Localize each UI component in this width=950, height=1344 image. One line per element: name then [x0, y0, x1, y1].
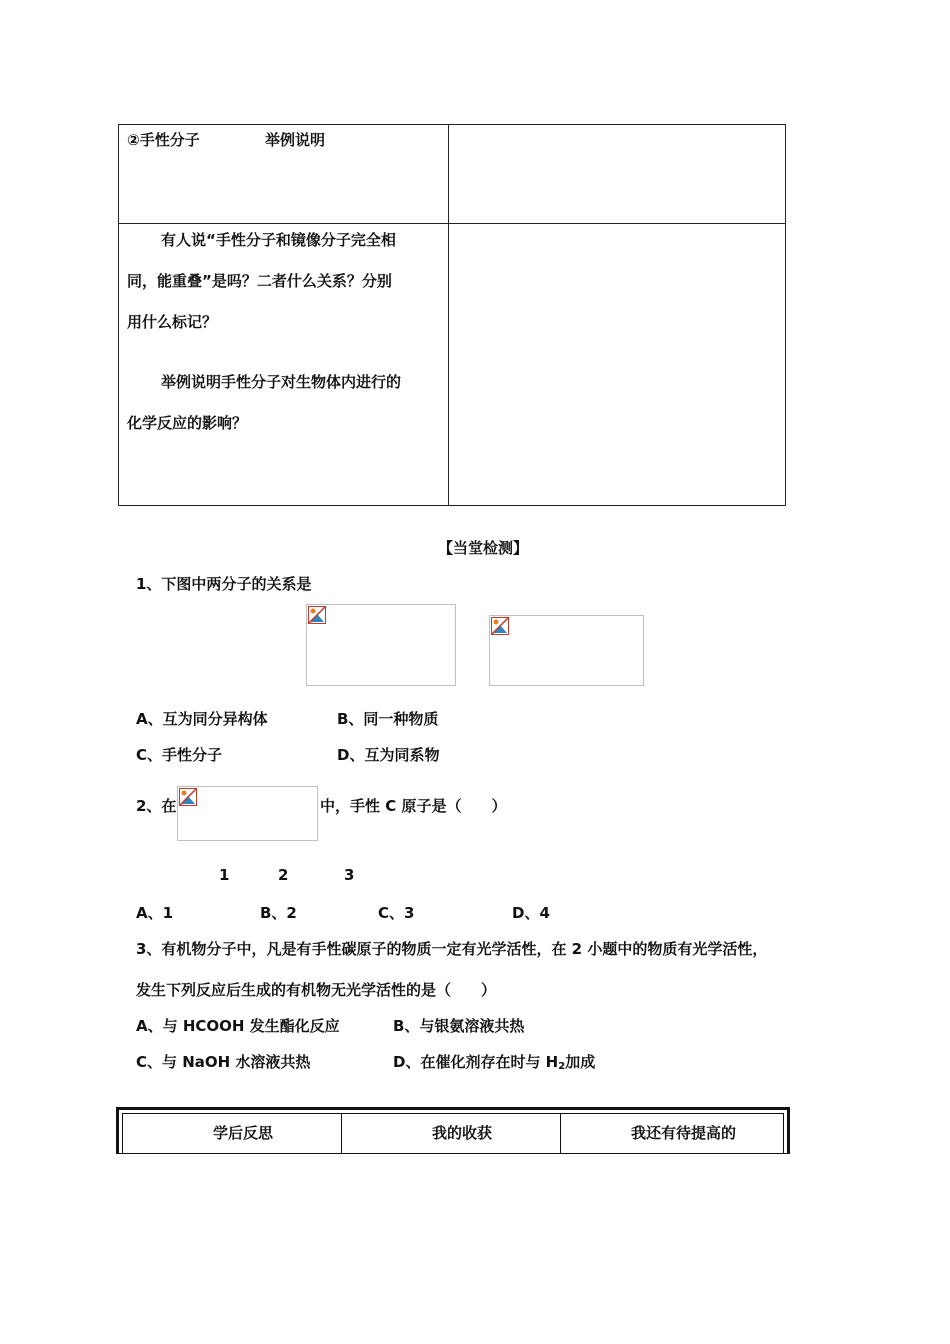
q3-option-a: A、与 HCOOH 发生酯化反应: [136, 1017, 340, 1035]
q2-stem-post: 中，手性 C 原子是（ ）: [320, 797, 507, 815]
q3-option-b: B、与银氨溶液共热: [393, 1017, 525, 1035]
q1-option-c: C、手性分子: [136, 746, 223, 764]
reflection-table-inner: [122, 1113, 784, 1153]
row2-line: 同，能重叠”是吗？二者什么关系？分别: [127, 272, 392, 290]
q3-stem-line2: 发生下列反应后生成的有机物无光学活性的是（ ）: [136, 981, 497, 999]
q1-option-a: A、互为同分异构体: [136, 710, 268, 728]
table-column-divider: [783, 1114, 784, 1153]
table-column-divider: [560, 1114, 561, 1153]
row2-line: 有人说“手性分子和镜像分子完全相: [161, 231, 396, 249]
molecule-image-1: [306, 604, 456, 686]
q2-option-a: A、1: [136, 904, 174, 922]
row2-line: 举例说明手性分子对生物体内进行的: [161, 373, 402, 391]
q2-carbon-label-2: 2: [278, 866, 289, 884]
reflection-col-1: 学后反思: [213, 1124, 274, 1142]
table-column-divider: [341, 1114, 342, 1153]
q2-carbon-label-1: 1: [219, 866, 230, 884]
q2-option-c: C、3: [378, 904, 415, 922]
row2-line: 用什么标记？: [127, 313, 218, 331]
broken-image-icon: [308, 606, 326, 624]
broken-image-icon: [491, 617, 509, 635]
q2-option-b: B、2: [260, 904, 297, 922]
row1-left-label: ②手性分子: [127, 131, 200, 149]
q1-stem: 1、下图中两分子的关系是: [136, 575, 312, 593]
q3-option-d: D、在催化剂存在时与 $H_2$加成: [393, 1053, 596, 1072]
q3-stem-line1: 3、有机物分子中，凡是有手性碳原子的物质一定有光学活性，在 2 小题中的物质有光学活性，: [136, 940, 768, 958]
broken-image-icon: [179, 788, 197, 806]
q2-stem-pre: 2、在: [136, 797, 177, 815]
table-row-divider: [119, 223, 785, 224]
reflection-table: [116, 1107, 790, 1154]
reflection-col-2: 我的收获: [432, 1124, 493, 1142]
row1-left-example: 举例说明: [265, 131, 326, 149]
q1-option-b: B、同一种物质: [337, 710, 439, 728]
row2-line: 化学反应的影响？: [127, 414, 248, 432]
reflection-col-3: 我还有待提高的: [631, 1124, 737, 1142]
molecule-image-2: [489, 615, 644, 686]
q2-option-d: D、4: [512, 904, 550, 922]
molecule-image-3: [177, 786, 318, 841]
section-title: 【当堂检测】: [438, 539, 529, 557]
table-column-divider: [448, 125, 449, 505]
question-table: [118, 124, 786, 506]
q3-option-c: C、与 NaOH 水溶液共热: [136, 1053, 311, 1071]
q1-option-d: D、互为同系物: [337, 746, 440, 764]
q2-carbon-label-3: 3: [344, 866, 355, 884]
